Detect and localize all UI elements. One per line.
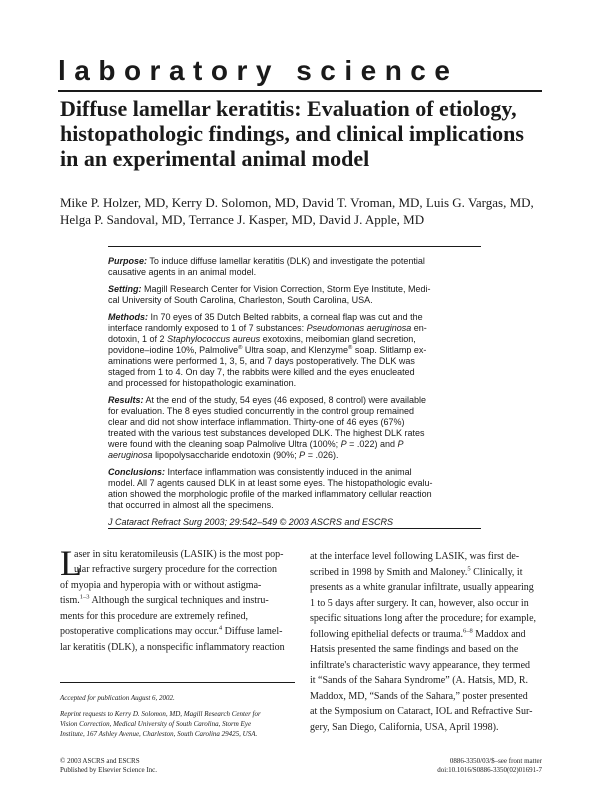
title-line: in an experimental animal model [60,146,370,171]
methods-text: en- [413,323,427,333]
methods-text: and processed for histopathologic examination. [108,378,297,388]
purpose-text: causative agents in an animal model. [108,267,257,277]
body-text: Maddox and [475,628,526,640]
accepted-date: Accepted for publication August 6, 2002. [60,694,175,702]
methods-text: exotoxins, meibomian gland secretion, [262,334,416,344]
reference-marker: 6–8 [463,627,473,635]
abstract-top-rule [108,246,481,247]
body-text: Although the surgical techniques and instru- [91,595,269,606]
body-line: of myopia and hyperopia with or without astigma- [60,579,262,591]
author-line: Helga P. Sandoval, MD, Terrance J. Kasper, MD, David J. Apple, MD [60,212,425,227]
methods-text: aminations were performed 1, 3, 5, and 7 days postoperatively. The DLK was [108,356,415,366]
doi-line: doi:10.1016/S0886-3350(02)01691-7 [437,766,542,774]
abstract [108,256,481,534]
setting-text: Magill Research Center for Vision Correction, Storm Eye Institute, Medi- [144,284,431,294]
copyright-line: Published by Elsevier Science Inc. [60,766,158,774]
results-text: = .026). [307,450,339,460]
setting-label: Setting: [108,284,142,294]
registered-mark: ® [238,345,243,351]
reference-marker: 5 [467,565,471,573]
title-line: histopathologic findings, and clinical implications [60,121,524,146]
setting-text: cal University of South Carolina, Charleston, South Carolina, USA. [108,295,373,305]
body-text: tism. [60,595,80,606]
body-text: postoperative complications may occur. [60,626,219,637]
body-text: Clinically, it [473,566,523,578]
methods-text: staged from 1 to 4. On day 7, the rabbits were killed and the eyes enucleated [108,367,415,377]
body-text: following epithelial defects or trauma. [310,628,464,640]
body-text: scribed in 1998 by Smith and Maloney. [310,566,468,578]
conclusions-text: model. All 7 agents caused DLK in at least some eyes. The histopathologic evalu- [108,478,433,488]
drop-cap: L [60,543,82,583]
reprint-request [60,709,300,739]
abstract-results [108,395,481,461]
registered-mark: ® [347,345,353,351]
body-column-right [310,549,545,735]
body-line: it “Sands of the Sahara Syndrome” (A. Hatsis, MD, R. [310,675,529,686]
purpose-text: To induce diffuse lamellar keratitis (DLK) and investigate the potential [149,256,425,266]
article-title [60,96,550,171]
results-text: clear and did not show interface inflammation. Thirty-one of 46 eyes (67%) [108,417,405,427]
body-text: Diffuse lamel- [224,626,283,637]
methods-text: Ultra soap, and Klenzyme [244,345,348,355]
copyright-line: © 2003 ASCRS and ESCRS [60,757,140,765]
body-line: specific situations long after the procedure; for example, [310,613,537,624]
body-line: presents as a white granular infiltrate, usually appearing [310,582,534,593]
reprint-line: Vision Correction, Medical University of South Carolina, Storm Eye [60,720,252,728]
results-text: = .022) and [349,439,395,449]
purpose-label: Purpose: [108,256,148,266]
issn-line: 0886-3350/03/$–see front matter [449,757,542,765]
body-line: 1 to 5 days after surgery. It can, however, also occur in [310,597,529,609]
reprint-line: Reprint requests to Kerry D. Solomon, MD, Magill Research Center for [60,710,261,718]
reference-marker: 1–3 [79,593,90,601]
conclusions-text: that occurred in almost all the specimens. [108,500,274,510]
conclusions-text: ation showed the morphologic profile of the marked inflammatory cellular reaction [108,489,432,499]
results-text: were found with the cleaning soap Palmolive Ultra (100%; [108,439,339,449]
body-column-left [60,548,295,655]
issn-doi [400,757,542,775]
title-line: Diffuse lamellar keratitis: Evaluation of etiology, [60,96,517,121]
methods-label: Methods: [108,312,148,322]
body-line: Hatsis presented the same findings and based on the [310,644,519,655]
methods-text: povidone–iodine 10%, Palmolive [108,345,239,355]
section-rule [58,90,542,92]
footnote-rule [60,682,295,683]
methods-text: In 70 eyes of 35 Dutch Belted rabbits, a corneal flap was cut and the [150,312,423,322]
results-text: treated with the various test substances developed DLK. The highest DLK rates [108,428,425,438]
section-heading: laboratory science [58,55,459,86]
abstract-methods [108,312,481,389]
abstract-conclusions [108,467,481,511]
reference-marker: 4 [218,624,223,632]
abstract-purpose [108,256,481,278]
p-value-letter: P [397,439,404,449]
footnotes [60,693,300,745]
body-line: gery, San Diego, California, USA, April 1998). [310,721,499,733]
p-value-letter: P [299,450,306,460]
journal-citation: J Cataract Refract Surg 2003; 29:542–549 © 2003 ASCRS and ESCRS [108,517,393,527]
body-line: at the interface level following LASIK, was first de- [310,551,520,562]
results-label: Results: [108,395,144,405]
body-line: ments for this procedure are extremely refined, [60,610,248,622]
body-line: aser in situ keratomileusis (LASIK) is the most pop- [74,548,284,560]
abstract-setting [108,284,481,306]
p-value-letter: P [340,439,347,449]
methods-organism: Pseudomonas aeruginosa [306,323,412,333]
methods-organism: Staphylococcus aureus [167,334,261,344]
body-line: lar keratitis (DLK), a nonspecific inflammatory reaction [60,641,285,653]
body-line: ular refractive surgery procedure for the correction [74,564,278,575]
reprint-line: Institute, 167 Ashley Avenue, Charleston, South Carolina 29425, USA. [60,730,258,738]
methods-text: soap. Slitlamp ex- [354,345,427,355]
body-line: infiltrate's characteristic wavy appearance, they termed [310,659,531,671]
body-line: at the Symposium on Cataract, IOL and Refractive Sur- [310,706,533,717]
results-text: lipopolysaccharide endotoxin (90%; [155,450,297,460]
author-line: Mike P. Holzer, MD, Kerry D. Solomon, MD, David T. Vroman, MD, Luis G. Vargas, MD, [60,195,534,210]
results-text: At the end of the study, 54 eyes (46 exposed, 8 control) were available [145,395,427,405]
conclusions-label: Conclusions: [108,467,166,477]
author-list [60,194,550,228]
methods-text: dotoxin, 1 of 2 [108,334,165,344]
copyright [60,757,157,775]
methods-text: interface randomly exposed to 1 of 7 substances: [108,323,305,333]
abstract-bottom-rule [108,528,481,529]
results-organism: aeruginosa [108,450,153,460]
body-line: Maddox, MD, “Sands of the Sahara,” poster presented [310,690,528,702]
results-text: for evaluation. The 8 eyes studied concurrently in the control group remained [108,406,415,416]
conclusions-text: Interface inflammation was consistently induced in the animal [167,467,412,477]
